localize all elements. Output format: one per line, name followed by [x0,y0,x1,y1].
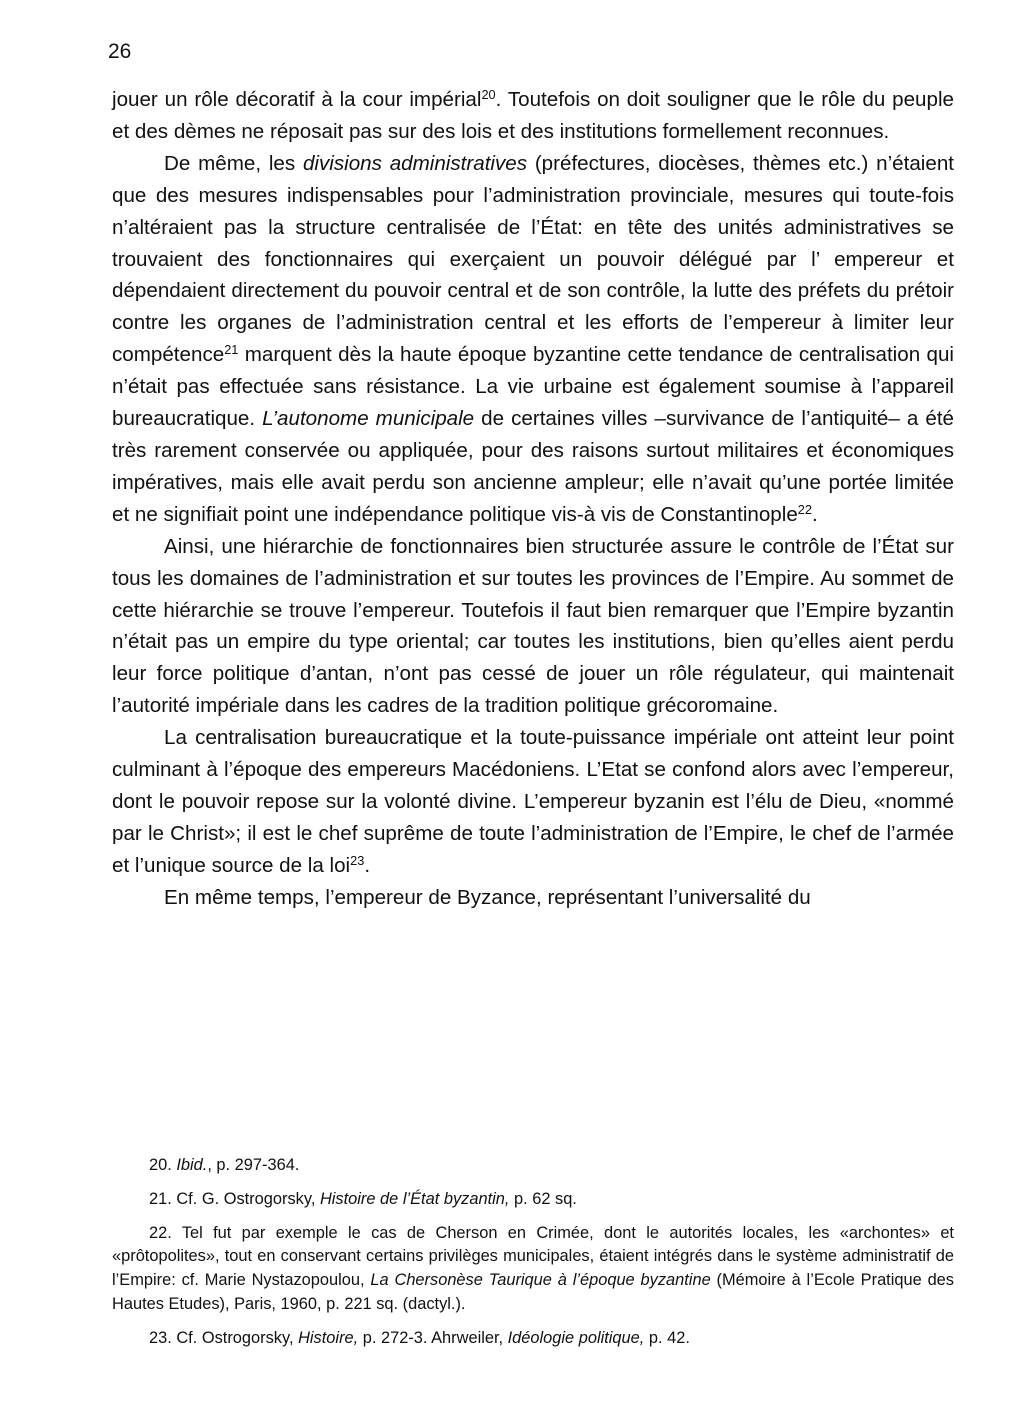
paragraph-text: jouer un rôle décoratif à la cour impérial [112,88,482,111]
footnote-ref-20: 20 [481,86,496,102]
footnote-ref-22: 22 [797,501,812,517]
paragraph-1 [112,84,954,148]
footnote-text: 21. Cf. G. Ostrogorsky, [149,1189,320,1208]
paragraph-text: . [364,853,371,877]
footnote-text: , p. 297-364. [207,1156,300,1174]
paragraph-3: Ainsi, une hiérarchie de fonctionnaires bien structurée assure le contrôle de l’État sur tous les domaines de l’administration et sur toutes les provinces de l’Empire. Au sommet de cette hiérarchie se trouve l’empereur. Toutefois il faut bien remarquer que l’Empire byzantin n’était pas un empire du type oriental; car toutes les institutions, bien qu’elles aient perdu leur force politique d’antan, n’ont pas cessé de jouer un rôle régulateur, qui maintenait l’autorité impériale dans les cadres de la tradition politique grécoromaine. [112,534,954,718]
footnote-text: p. 272-3. Ahrweiler, [358,1328,508,1347]
paragraph-5: En même temps, l’empereur de Byzance, représentant l’universalité du [164,885,811,909]
paragraph-text: . Toutefois on doit souligner que le rôle du peuple et des dèmes ne réposait pas sur des lois et des institutions formellement reconnues. [112,88,954,143]
paragraph-text: (préfectures, diocèses, thèmes etc.) n’étaient que des mesures indispensables pour l’administration provinciale, mesures qui toute-fois n’altéraient pas la structure centralisée de l’État: en tête des unités administratives se trouvaient des fonctionnaires qui exerçaient un pouvoir délégué par l’ empereur et dépendaient directement du pouvoir central et de son contrôle, la lutte des préfets du prétoir contre les organes de l’administration central et les efforts de l’empereur à limiter leur compétence [112,151,954,367]
emphasis-divisions-administratives: divisions administratives [302,151,528,175]
footnote-italic: Idéologie politique, [507,1328,645,1347]
paragraph-text: La centralisation bureaucratique et la toute-puissance impériale ont atteint leur point culminant à l’époque des empereurs Macédoniens. L’Etat se confond alors avec l’empereur, dont le pouvoir repose sur la volonté divine. L’empereur byzanin est l’élu de Dieu, «nommé par le Christ»; il est le chef suprême de toute l’administration de l’Empire, le chef de l’armée et l’unique source de la loi [112,726,954,877]
footnote-ref-21: 21 [224,342,239,358]
footnote-text: p. 42. [644,1328,690,1347]
footnote-text: 22. Tel fut par exemple le cas de Cherson en Crimée, dont le autorités locales, les «archontes» et «prôtopolites», tout en conservant certains privilèges municipales, étaient intégrés dans le système administratif de l’Empire: cf. Marie Nystazopoulou, [112,1223,954,1290]
footnote-text: p. 62 sq. [509,1189,577,1208]
paragraph-text: de certaines villes –survivance de l’antiquité– a été très rarement conservée ou appliquée, pour des raisons surtout militaires et économiques impératives, mais elle avait perdu son ancienne ampleur; elle n’avait qu’une portée limitée et ne signifiait point une indépendance politique vis-à vis de Constantinople [112,407,954,526]
footnote-22 [112,1222,954,1317]
footnote-italic: Ibid. [176,1156,208,1174]
footnote-number: 20. [149,1156,177,1174]
emphasis-autonome-municipale: L’autonome municipale [262,407,475,431]
footnote-ref-23: 23 [350,852,365,868]
footnote-italic: Histoire de l’État byzantin, [319,1189,510,1208]
footnote-20 [112,1154,954,1178]
footnotes [112,1154,954,1361]
main-text [112,84,954,914]
footnote-italic: Histoire, [298,1328,359,1347]
footnote-21 [112,1188,954,1212]
footnote-italic: La Chersonèse Taurique à l’époque byzantine [370,1271,711,1290]
paragraph-2 [112,148,954,531]
paragraph-text: marquent dès la haute époque byzantine cette tendance de centralisation qui n’était pas effectuée sans résistance. La vie urbaine est également soumise à l’appareil bureaucratique. [112,343,954,431]
paragraph-text: . [811,502,818,526]
footnote-23 [112,1327,954,1351]
footnote-text: 23. Cf. Ostrogorsky, [149,1328,299,1347]
paragraph-text: De même, les [164,151,303,175]
footnote-text: (Mémoire à l’Ecole Pratique des Hautes Etudes), Paris, 1960, p. 221 sq. (dactyl.). [112,1271,954,1313]
page-number: 26 [108,40,132,63]
paragraph-4 [112,722,954,882]
